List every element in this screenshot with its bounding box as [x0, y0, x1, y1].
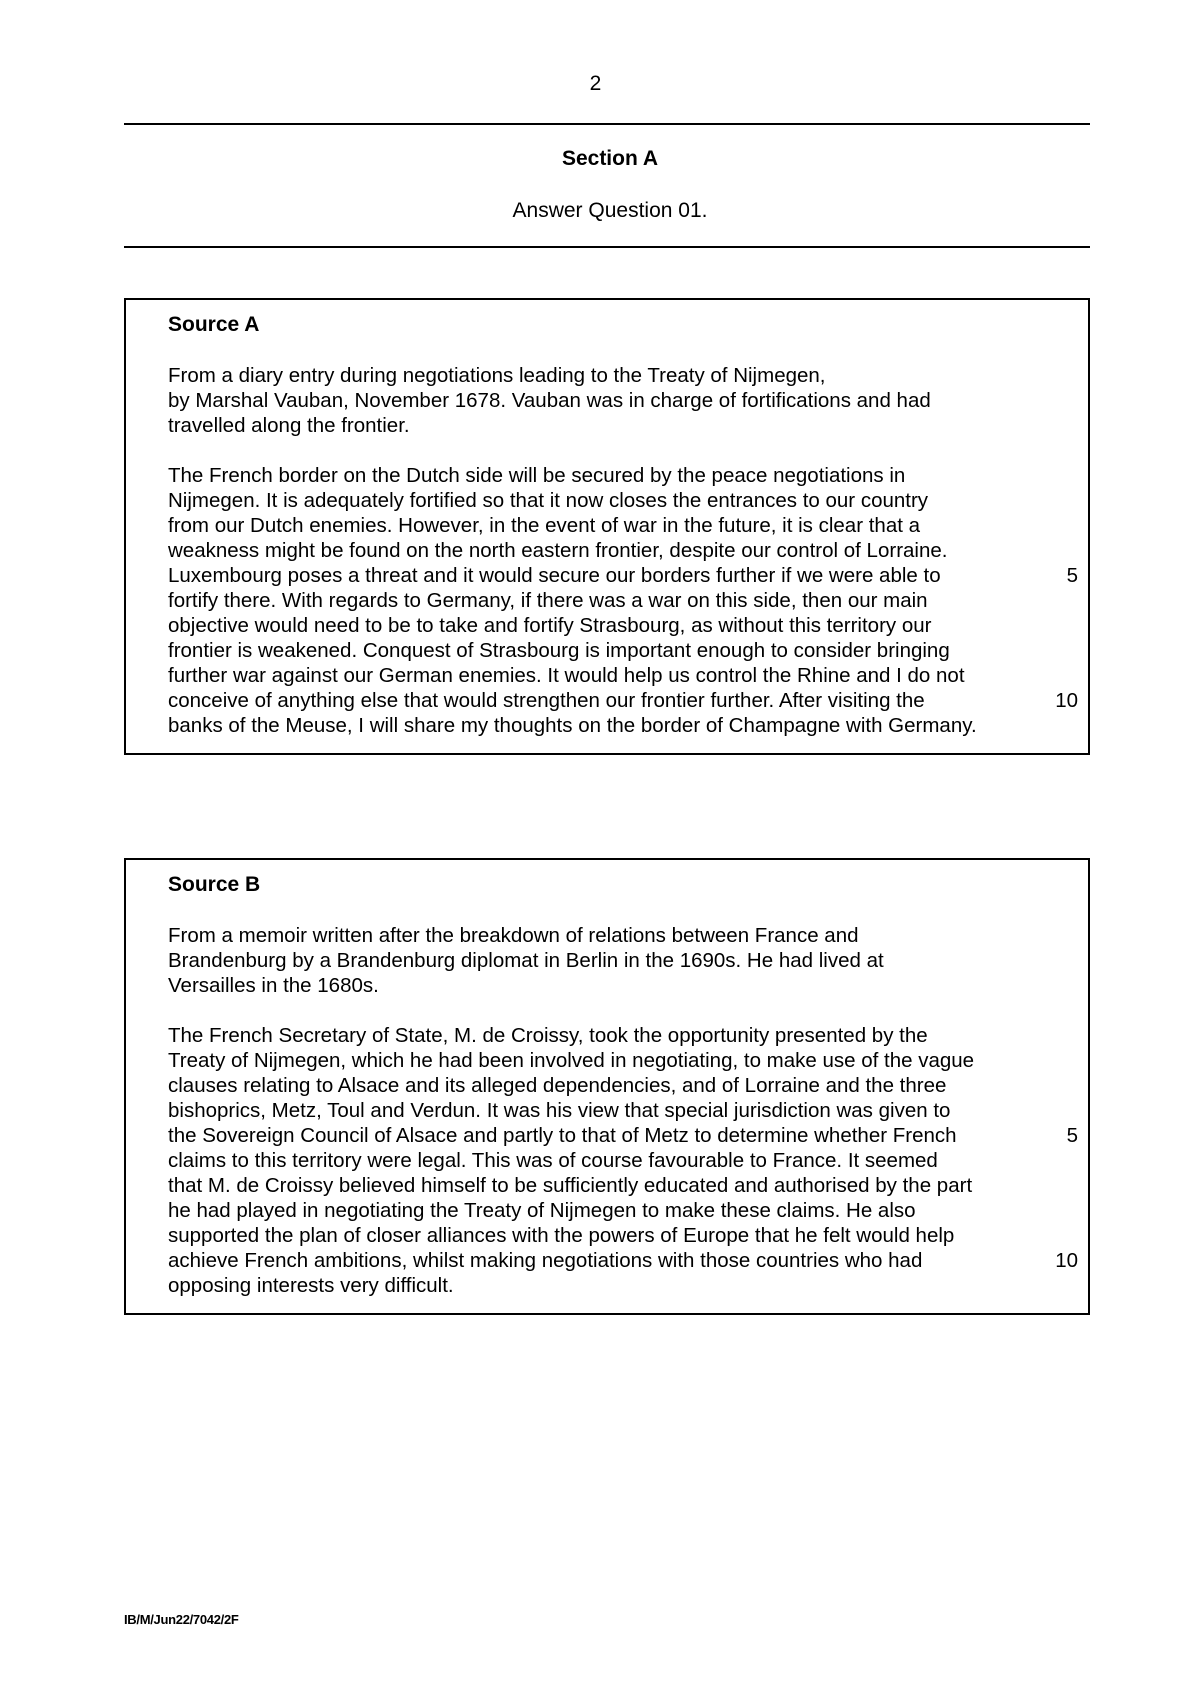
source-a-text-line: frontier is weakened. Conquest of Strasbourg is important enough to consider bringing: [168, 639, 950, 662]
source-b-text-line: supported the plan of closer alliances with the powers of Europe that he felt would help: [168, 1224, 955, 1247]
source-a-line-number-10: 10: [1055, 689, 1078, 712]
source-b-text-line: opposing interests very difficult.: [168, 1274, 454, 1297]
source-b-title: Source B: [168, 873, 261, 896]
source-a-text-line: weakness might be found on the north eastern frontier, despite our control of Lorraine.: [168, 539, 948, 562]
source-a-box: [124, 298, 1090, 755]
source-a-text-line: objective would need to be to take and fortify Strasbourg, as without this territory our: [168, 614, 932, 637]
source-a-text-line: conceive of anything else that would strengthen our frontier further. After visiting the: [168, 689, 925, 712]
source-a-text-line: The French border on the Dutch side will be secured by the peace negotiations in: [168, 464, 906, 487]
source-b-text-line: The French Secretary of State, M. de Croissy, took the opportunity presented by the: [168, 1024, 928, 1047]
source-b-attribution-line: From a memoir written after the breakdown of relations between France and: [168, 924, 859, 947]
source-a-text-line: fortify there. With regards to Germany, if there was a war on this side, then our main: [168, 589, 928, 612]
source-b-text-line: that M. de Croissy believed himself to be sufficiently educated and authorised by the part: [168, 1174, 973, 1197]
source-b-attribution-line: Brandenburg by a Brandenburg diplomat in Berlin in the 1690s. He had lived at: [168, 949, 884, 972]
source-a-attribution-line: by Marshal Vauban, November 1678. Vauban was in charge of fortifications and had: [168, 389, 931, 412]
source-b-text-line: the Sovereign Council of Alsace and partly to that of Metz to determine whether French: [168, 1124, 957, 1147]
top-rule: [124, 123, 1090, 125]
source-b-text-line: Treaty of Nijmegen, which he had been involved in negotiating, to make use of the vague: [168, 1049, 975, 1072]
source-b-box: [124, 858, 1090, 1315]
footer-code: IB/M/Jun22/7042/2F: [124, 1612, 239, 1627]
section-title: Section A: [561, 147, 659, 170]
source-a-attribution-line: travelled along the frontier.: [168, 414, 410, 437]
source-b-line-number-10: 10: [1055, 1249, 1078, 1272]
source-a-text-line: banks of the Meuse, I will share my thoughts on the border of Champagne with Germany.: [168, 714, 977, 737]
source-b-line-number-5: 5: [1066, 1124, 1078, 1147]
source-a-text-line: Nijmegen. It is adequately fortified so that it now closes the entrances to our country: [168, 489, 929, 512]
source-b-attribution-line: Versailles in the 1680s.: [168, 974, 379, 997]
source-a-title: Source A: [168, 313, 260, 336]
source-a-text-line: from our Dutch enemies. However, in the event of war in the future, it is clear that a: [168, 514, 921, 537]
source-a-line-number-5: 5: [1066, 564, 1078, 587]
source-a-attribution-line: From a diary entry during negotiations leading to the Treaty of Nijmegen,: [168, 364, 826, 387]
bottom-rule: [124, 246, 1090, 248]
source-b-text-line: he had played in negotiating the Treaty of Nijmegen to make these claims. He also: [168, 1199, 916, 1222]
source-a-text-line: further war against our German enemies. It would help us control the Rhine and I do not: [168, 664, 965, 687]
source-a-text-line: Luxembourg poses a threat and it would secure our borders further if we were able to: [168, 564, 941, 587]
source-b-text-line: claims to this territory were legal. This was of course favourable to France. It seemed: [168, 1149, 938, 1172]
section-instruction: Answer Question 01.: [512, 199, 708, 222]
source-b-text-line: achieve French ambitions, whilst making negotiations with those countries who had: [168, 1249, 923, 1272]
source-b-text-line: clauses relating to Alsace and its alleged dependencies, and of Lorraine and the three: [168, 1074, 947, 1097]
source-b-text-line: bishoprics, Metz, Toul and Verdun. It was his view that special jurisdiction was given to: [168, 1099, 951, 1122]
page-number: 2: [589, 72, 602, 95]
